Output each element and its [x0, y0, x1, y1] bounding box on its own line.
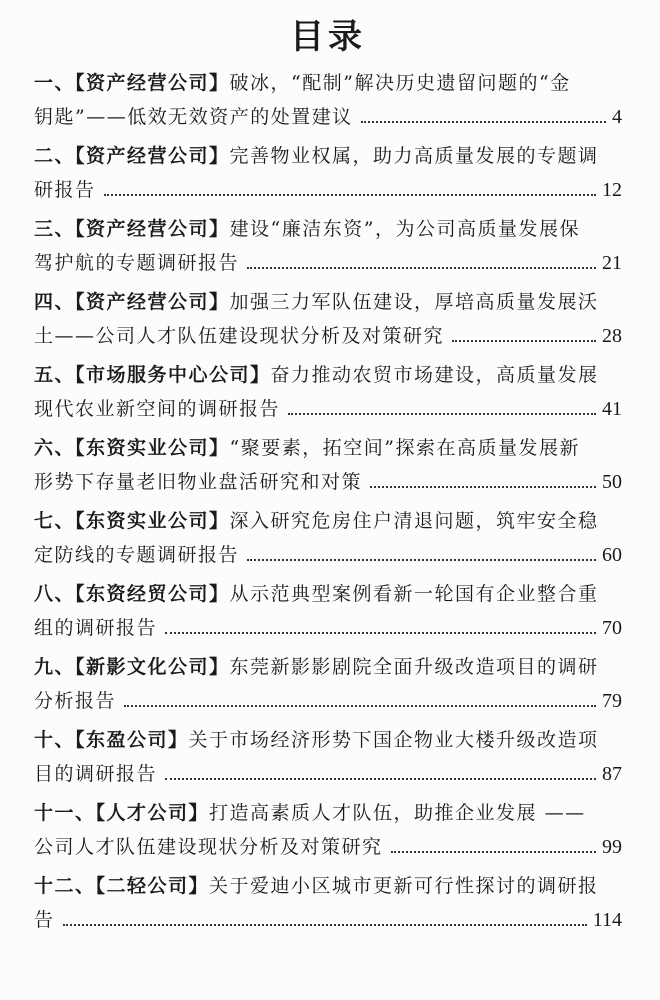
toc-entry-title-continued: 告 [34, 909, 55, 931]
toc-entry-number: 十、 [34, 729, 76, 751]
toc-entry-company: 【东资实业公司】 [75, 510, 230, 532]
toc-entry-page-number: 60 [602, 544, 622, 566]
toc-entry-line2 [34, 757, 622, 791]
toc-entry-title-continued: 定防线的专题调研报告 [34, 544, 240, 566]
toc-entry-title-continued: 土——公司人才队伍建设现状分析及对策研究 [34, 325, 445, 347]
toc-entry-line1 [34, 504, 622, 538]
toc-entry-title-continued: 钥匙”——低效无效资产的处置建议 [34, 106, 353, 128]
toc-entry-title: 关于市场经济形势下国企物业大楼升级改造项 [188, 729, 599, 751]
toc-entry-company: 【东盈公司】 [75, 729, 189, 751]
dot-leader [247, 267, 596, 269]
toc-entry-line2 [34, 173, 622, 207]
toc-entry [34, 358, 622, 426]
dot-leader [391, 851, 596, 853]
toc-entry-title: 破冰，“配制”解决历史遗留问题的“金 [229, 72, 571, 94]
toc-entry-title: 完善物业权属，助力高质量发展的专题调 [229, 145, 599, 167]
toc-entry-page-number: 87 [602, 763, 622, 785]
toc-entry-line1 [34, 358, 622, 392]
toc-entry-title: 奋力推动农贸市场建设，高质量发展 [270, 364, 599, 386]
toc-entry-company: 【东资经贸公司】 [75, 583, 230, 605]
toc-entry-number: 五、 [34, 364, 76, 386]
toc-entry-number: 十一、 [34, 802, 96, 824]
toc-entry-title: 东莞新影影剧院全面升级改造项目的调研 [229, 656, 599, 678]
toc-entry-line2 [34, 830, 622, 864]
toc-entry-number: 八、 [34, 583, 76, 605]
toc-entry-line1 [34, 212, 622, 246]
toc-entry-company: 【东资实业公司】 [75, 437, 230, 459]
toc-entry-title-continued: 现代农业新空间的调研报告 [34, 398, 281, 420]
toc-entry-page-number: 4 [612, 106, 622, 128]
toc-entry-line1 [34, 139, 622, 173]
toc-entry-line2 [34, 903, 622, 937]
toc-entry-number: 七、 [34, 510, 76, 532]
toc-entry-company: 【人才公司】 [95, 802, 210, 824]
toc-entry-line2 [34, 246, 622, 280]
toc-entry-line1 [34, 723, 622, 757]
toc-entry-company: 【二轻公司】 [95, 875, 210, 897]
toc-entry-title-continued: 目的调研报告 [34, 763, 158, 785]
toc-entry-page-number: 50 [602, 471, 622, 493]
toc-entry-line2 [34, 319, 622, 353]
toc-entry-page-number: 70 [602, 617, 622, 639]
toc-entry-number: 十二、 [34, 875, 96, 897]
toc-entry-company: 【资产经营公司】 [75, 291, 230, 313]
toc-entry-title: 从示范典型案例看新一轮国有企业整合重 [229, 583, 599, 605]
dot-leader [165, 778, 596, 780]
toc-entry-company: 【资产经营公司】 [75, 72, 230, 94]
toc-entry-line1 [34, 285, 622, 319]
dot-leader [247, 559, 596, 561]
toc-entry-title: 建设“廉洁东资”，为公司高质量发展保 [229, 218, 580, 240]
toc-entry-line2 [34, 100, 622, 134]
toc-entry [34, 212, 622, 280]
toc-entry-page-number: 41 [602, 398, 622, 420]
toc-entry [34, 431, 622, 499]
toc-entry-title-continued: 组的调研报告 [34, 617, 158, 639]
table-of-contents [34, 66, 622, 937]
dot-leader [124, 705, 596, 707]
toc-entry-title-continued: 驾护航的专题调研报告 [34, 252, 240, 274]
toc-entry [34, 139, 622, 207]
toc-entry-line1 [34, 66, 622, 100]
toc-entry-number: 九、 [34, 656, 76, 678]
toc-entry-line1 [34, 431, 622, 465]
toc-entry-company: 【市场服务中心公司】 [75, 364, 271, 386]
toc-entry-number: 三、 [34, 218, 76, 240]
toc-entry-line1 [34, 650, 622, 684]
dot-leader [361, 121, 606, 123]
toc-entry-page-number: 79 [602, 690, 622, 712]
toc-entry-line2 [34, 465, 622, 499]
toc-entry-title: “聚要素，拓空间”探索在高质量发展新 [229, 437, 580, 459]
toc-entry-title-continued: 研报告 [34, 179, 96, 201]
toc-entry-title: 关于爱迪小区城市更新可行性探讨的调研报 [209, 875, 599, 897]
toc-entry-page-number: 12 [602, 179, 622, 201]
toc-entry-title-continued: 形势下存量老旧物业盘活研究和对策 [34, 471, 363, 493]
toc-entry-company: 【资产经营公司】 [75, 145, 230, 167]
toc-entry-title: 深入研究危房住户清退问题，筑牢安全稳 [229, 510, 599, 532]
dot-leader [288, 413, 596, 415]
toc-entry-number: 四、 [34, 291, 76, 313]
toc-entry [34, 577, 622, 645]
toc-entry [34, 66, 622, 134]
dot-leader [165, 632, 596, 634]
toc-entry-page-number: 99 [602, 836, 622, 858]
toc-entry-line1 [34, 796, 622, 830]
toc-entry-line2 [34, 392, 622, 426]
toc-entry-title: 加强三力军队伍建设，厚培高质量发展沃 [229, 291, 599, 313]
toc-entry [34, 723, 622, 791]
page-title: 目录 [290, 17, 366, 57]
toc-entry [34, 869, 622, 937]
toc-entry [34, 285, 622, 353]
toc-entry-title: 打造高素质人才队伍，助推企业发展 —— [209, 802, 586, 824]
toc-entry-line2 [34, 538, 622, 572]
toc-entry-number: 一、 [34, 72, 76, 94]
toc-entry-line1 [34, 577, 622, 611]
dot-leader [104, 194, 596, 196]
toc-entry-line1 [34, 869, 622, 903]
toc-entry-title-continued: 公司人才队伍建设现状分析及对策研究 [34, 836, 383, 858]
toc-entry-page-number: 114 [592, 909, 622, 931]
toc-entry-company: 【新影文化公司】 [75, 656, 230, 678]
toc-entry-company: 【资产经营公司】 [75, 218, 230, 240]
dot-leader [370, 486, 596, 488]
toc-entry [34, 650, 622, 718]
dot-leader [63, 924, 587, 926]
toc-entry [34, 796, 622, 864]
toc-entry-title-continued: 分析报告 [34, 690, 117, 712]
toc-entry-number: 二、 [34, 145, 76, 167]
toc-entry-line2 [34, 611, 622, 645]
dot-leader [452, 340, 596, 342]
toc-entry-page-number: 21 [602, 252, 622, 274]
toc-entry-page-number: 28 [602, 325, 622, 347]
toc-entry-number: 六、 [34, 437, 76, 459]
toc-entry-line2 [34, 684, 622, 718]
toc-entry [34, 504, 622, 572]
